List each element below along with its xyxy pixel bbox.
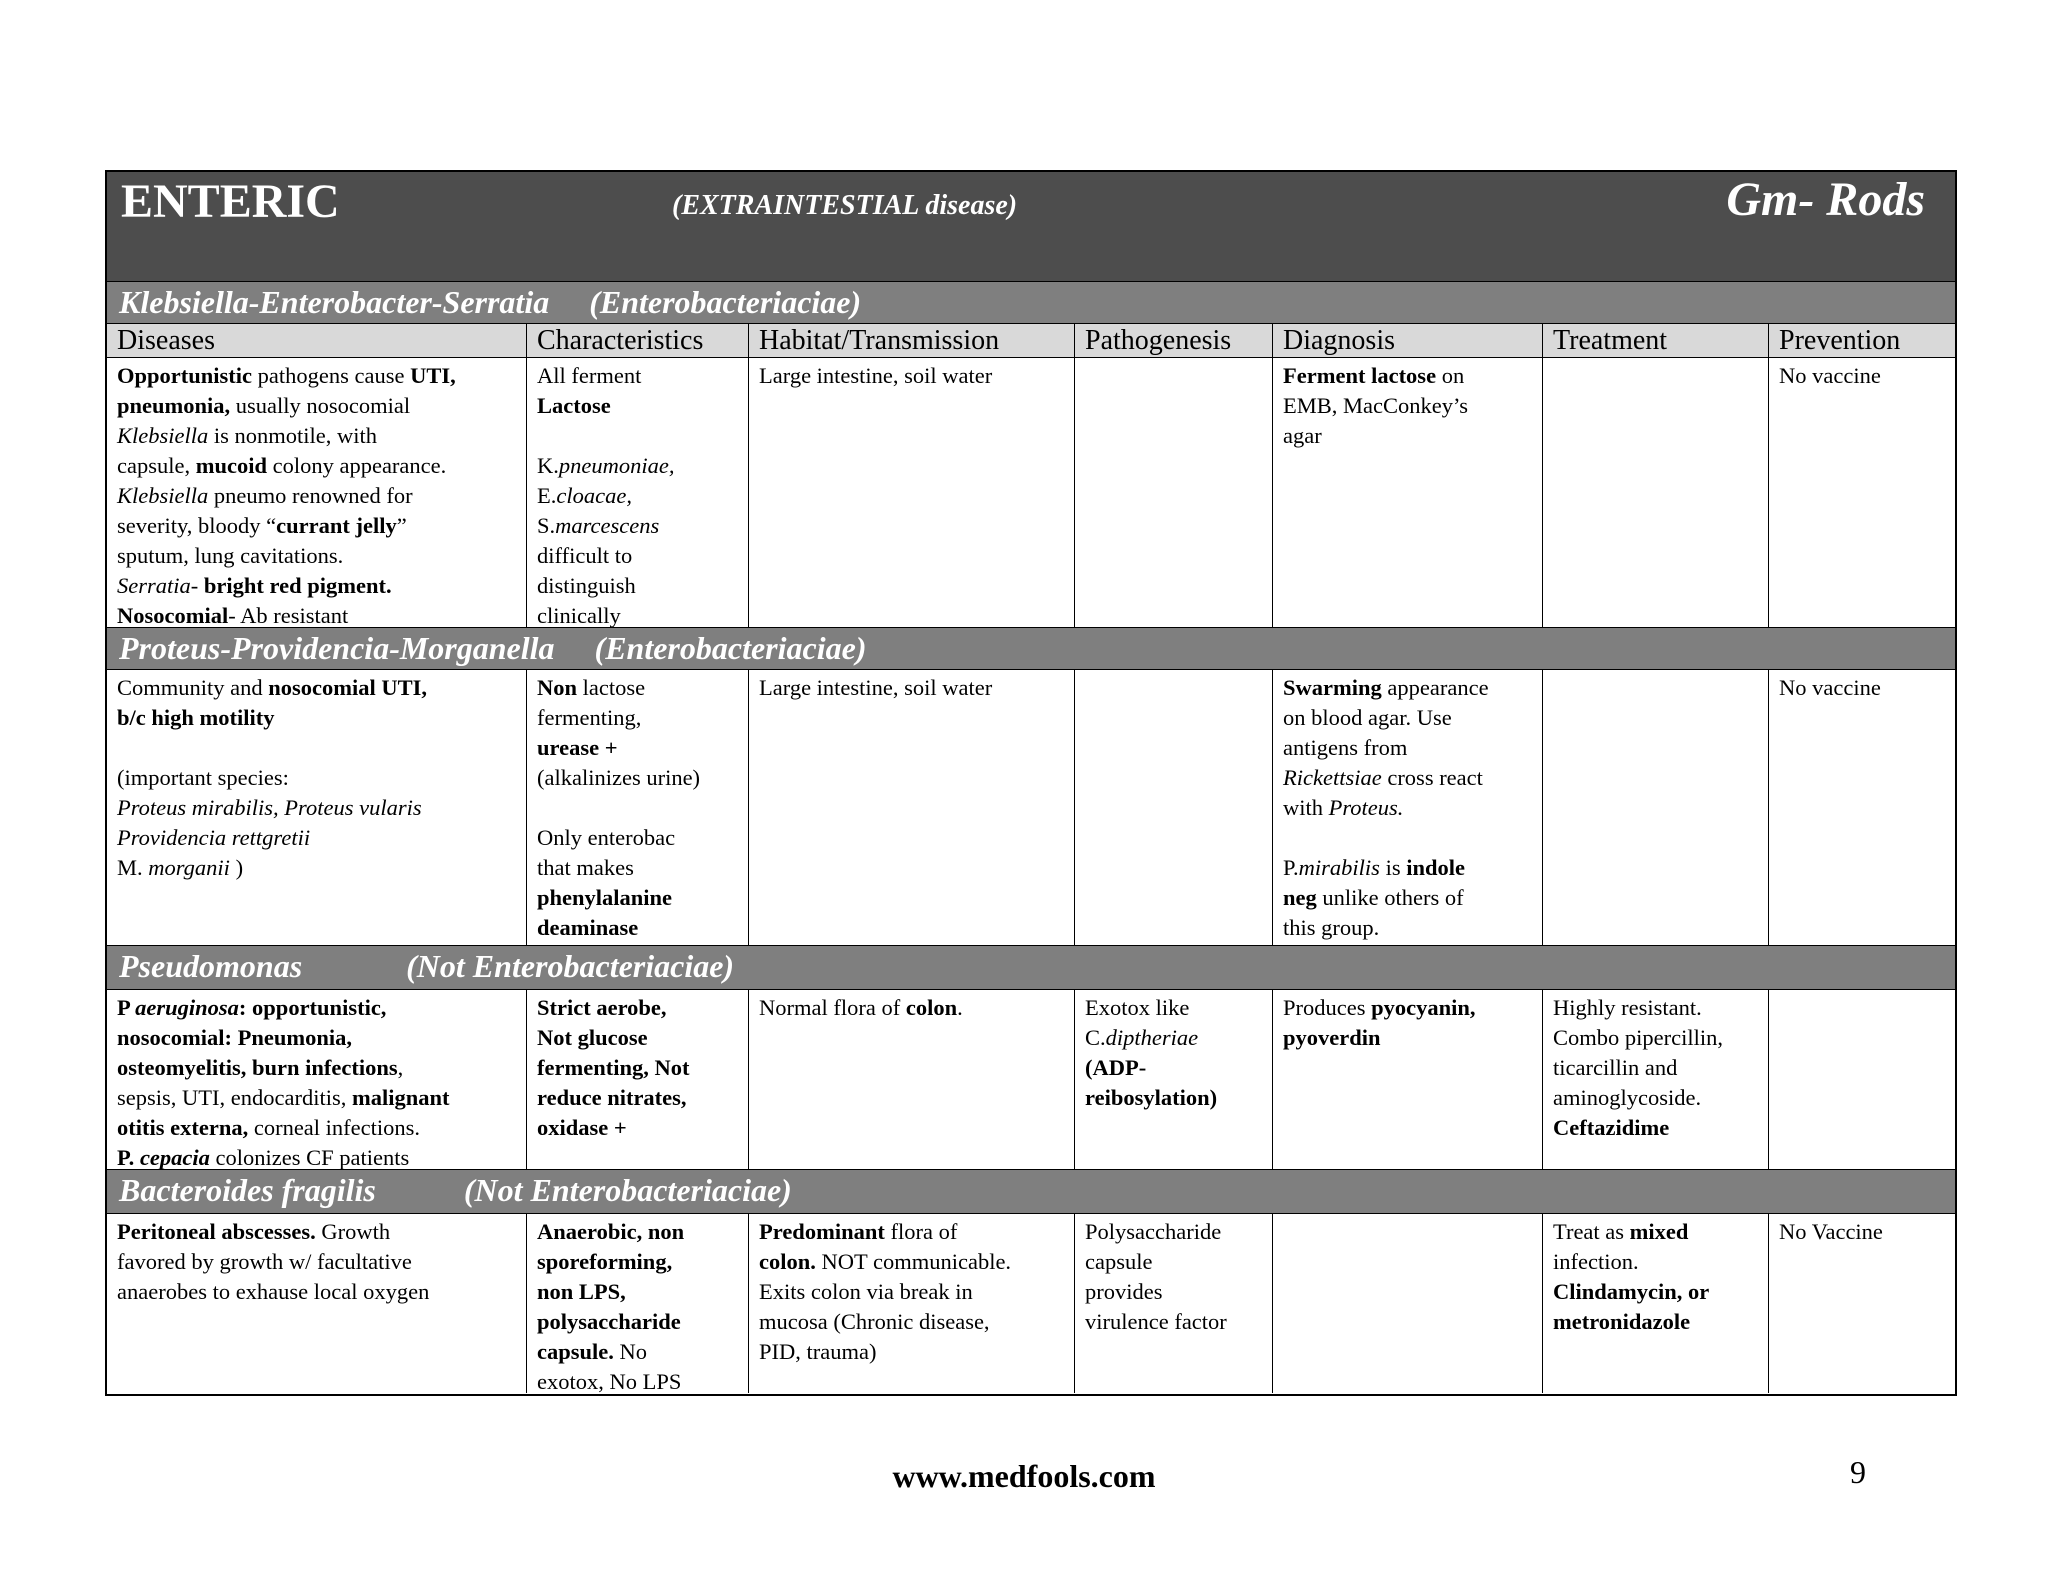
table-cell: Produces pyocyanin, pyoverdin: [1273, 990, 1543, 1170]
table-cell: P aeruginosa: opportunistic, nosocomial: Pneumonia, osteomyelitis, burn infections, sepsis, UTI, endocarditis, malignant otitis externa, corneal infections. P. cepacia colonizes CF patients: [107, 990, 527, 1170]
table-cell: [1273, 1214, 1543, 1393]
table-cell: [1543, 358, 1769, 628]
table-title: ENTERIC: [121, 175, 340, 228]
table-cell: Large intestine, soil water: [749, 358, 1075, 628]
table-cell: [1075, 670, 1273, 946]
table-cell: Highly resistant. Combo pipercillin, ticarcillin and aminoglycoside. Ceftazidime: [1543, 990, 1769, 1170]
section-title-klebsiella: Klebsiella-Enterobacter-Serratia (Enterobacteriaciae): [107, 282, 1955, 324]
table-right-title: Gm- Rods: [1726, 173, 1925, 226]
table-cell: Polysaccharide capsule provides virulence factor: [1075, 1214, 1273, 1393]
table-cell: Predominant flora of colon. NOT communicable. Exits colon via break in mucosa (Chronic disease, PID, trauma): [749, 1214, 1075, 1393]
column-header-prevention: Prevention: [1769, 324, 1955, 358]
footer-url: www.medfools.com: [892, 1458, 1156, 1494]
table-cell: Exotox like C.diptheriae (ADP- reibosylation): [1075, 990, 1273, 1170]
table-cell: [1769, 990, 1955, 1170]
section-title-pseudomonas: Pseudomonas (Not Enterobacteriaciae): [107, 946, 1955, 990]
table-cell: No vaccine: [1769, 670, 1955, 946]
enteric-table: [105, 170, 1957, 1396]
column-header-diseases: Diseases: [107, 324, 527, 358]
table-cell: Strict aerobe, Not glucose fermenting, Not reduce nitrates, oxidase +: [527, 990, 749, 1170]
table-header: [107, 172, 1955, 282]
table-cell: Community and nosocomial UTI, b/c high motility (important species: Proteus mirabilis, Proteus vularis Providencia rettgretii M. morganii ): [107, 670, 527, 946]
table-cell: Opportunistic pathogens cause UTI, pneumonia, usually nosocomial Klebsiella is nonmotile, with capsule, mucoid colony appearance. Klebsiella pneumo renowned for severity, bloody “currant jelly” sputum, lung cavitations. Serratia- bright red pigment. Nosocomial- Ab resistant: [107, 358, 527, 628]
column-header-diagnosis: Diagnosis: [1273, 324, 1543, 358]
table-subtitle: (EXTRAINTESTIAL disease): [672, 190, 1018, 221]
table-cell: Anaerobic, non sporeforming, non LPS, polysaccharide capsule. No exotox, No LPS: [527, 1214, 749, 1393]
column-header-habitat: Habitat/Transmission: [749, 324, 1075, 358]
page-number: 9: [1850, 1454, 1866, 1490]
table-cell: Large intestine, soil water: [749, 670, 1075, 946]
table-cell: Normal flora of colon.: [749, 990, 1075, 1170]
table-cell: [1543, 670, 1769, 946]
section-title-bacteroides: Bacteroides fragilis (Not Enterobacteriaciae): [107, 1170, 1955, 1214]
table-cell: Peritoneal abscesses. Growth favored by growth w/ facultative anaerobes to exhause local oxygen: [107, 1214, 527, 1393]
table-cell: No Vaccine: [1779, 1219, 1883, 1244]
section-title-proteus: Proteus-Providencia-Morganella (Enterobacteriaciae): [107, 628, 1955, 670]
table-cell: [1075, 358, 1273, 628]
table-cell: Ferment lactose on EMB, MacConkey’s agar: [1273, 358, 1543, 628]
table-cell: Swarming appearance on blood agar. Use antigens from Rickettsiae cross react with Proteus. P.mirabilis is indole neg unlike others of this group.: [1273, 670, 1543, 946]
column-header-characteristics: Characteristics: [527, 324, 749, 358]
column-header-treatment: Treatment: [1543, 324, 1769, 358]
table-cell: Non lactose fermenting, urease + (alkalinizes urine) Only enterobac that makes phenylalanine deaminase: [527, 670, 749, 946]
column-header-pathogenesis: Pathogenesis: [1075, 324, 1273, 358]
table-cell: No vaccine: [1769, 358, 1955, 628]
table-cell: Treat as mixed infection. Clindamycin, or metronidazole: [1543, 1214, 1769, 1393]
table-cell: All ferment Lactose K.pneumoniae, E.cloacae, S.marcescens difficult to distinguish clinically: [527, 358, 749, 628]
